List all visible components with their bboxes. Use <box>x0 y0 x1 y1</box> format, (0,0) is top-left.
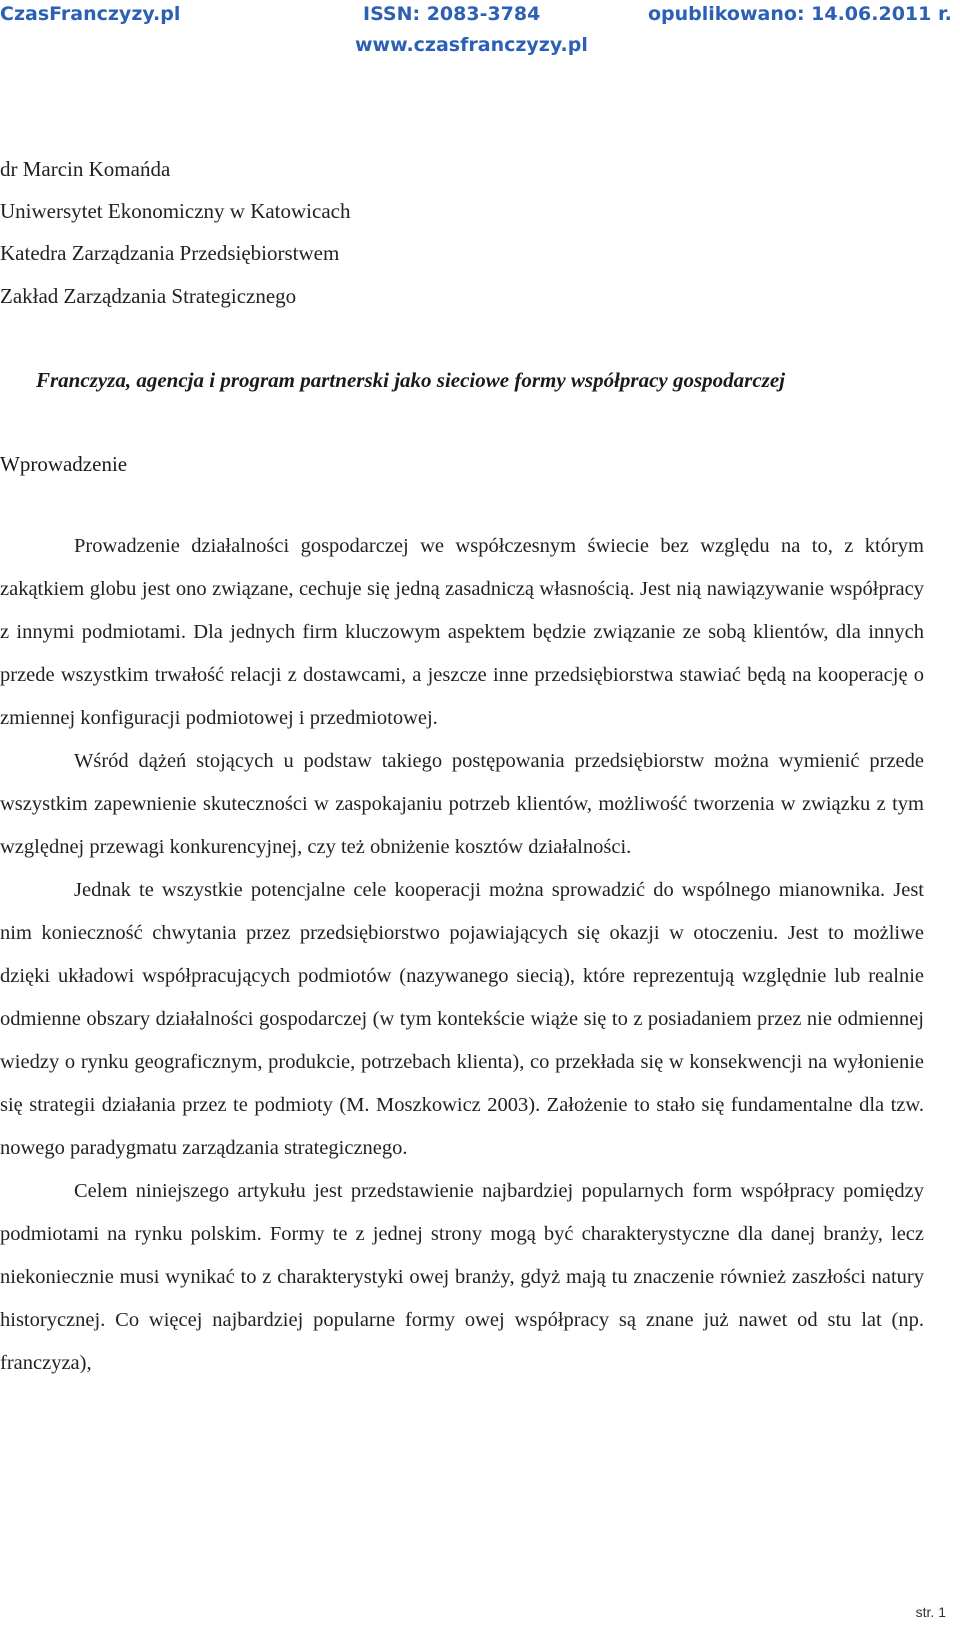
paragraph: Celem niniejszego artykułu jest przedstawienie najbardziej popularnych form współpracy pomiędzy podmiotami na rynku polskim. Formy te z jednej strony mogą być charakterystyczne dla danej branży, lecz niekoniecznie musi wynikać to z charakterystyki owej branży, gdyż mają tu znaczenie również zaszłości natury historycznej. Co więcej najbardziej popularne formy owej współpracy są znane już nawet od stu lat (np. franczyza), <box>0 1180 924 1374</box>
author-department: Katedra Zarządzania Przedsiębiorstwem <box>0 241 340 265</box>
author-name: dr Marcin Komańda <box>0 157 171 181</box>
author-unit: Zakład Zarządzania Strategicznego <box>0 284 297 308</box>
header-issn: ISSN: 2083-3784 <box>363 3 541 25</box>
page-number: str. 1 <box>915 1604 946 1620</box>
article-title: Franczyza, agencja i program partnerski jako sieciowe formy współpracy gospodarczej <box>36 368 785 392</box>
header-published-date: opublikowano: 14.06.2011 r. <box>648 3 952 25</box>
paragraph: Wśród dążeń stojących u podstaw takiego postępowania przedsiębiorstw można wymienić przede wszystkim zapewnienie skuteczności w zaspokajaniu potrzeb klientów, możliwość tworzenia w związku z tym względnej przewagi konkurencyjnej, czy też obniżenie kosztów działalności. <box>0 750 924 858</box>
author-university: Uniwersytet Ekonomiczny w Katowicach <box>0 199 351 223</box>
section-heading: Wprowadzenie <box>0 452 128 476</box>
paragraph: Prowadzenie działalności gospodarczej we współczesnym świecie bez względu na to, z którym zakątkiem globu jest ono związane, cechuje się jedną zasadniczą własnością. Jest nią nawiązywanie współpracy z innymi podmiotami. Dla jednych firm kluczowym aspektem będzie związanie ze sobą klientów, dla innych przede wszystkim trwałość relacji z dostawcami, a jeszcze inne przedsiębiorstwa stawiać będą na kooperację o zmiennej konfiguracji podmiotowej i przedmiotowej. <box>0 535 924 729</box>
header-site-name: CzasFranczyzy.pl <box>0 3 181 25</box>
article-body <box>0 525 924 1385</box>
paragraph: Jednak te wszystkie potencjalne cele kooperacji można sprowadzić do wspólnego mianownika. Jest nim konieczność chwytania przez przedsiębiorstwo pojawiających się okazji w otoczeniu. Jest to możliwe dzięki układowi współpracujących podmiotów (nazywanego siecią), które reprezentują względnie lub realnie odmienne obszary działalności gospodarczej (w tym kontekście wiąże się to z posiadaniem przez nie odmiennej wiedzy o rynku geograficznym, produkcie, potrzebach klienta), co przekłada się w konsekwencji na wyłonienie się strategii działania przez te podmioty (M. Moszkowicz 2003). Założenie to stało się fundamentalne dla tzw. nowego paradygmatu zarządzania strategicznego. <box>0 879 924 1159</box>
header-url[interactable]: www.czasfranczyzy.pl <box>355 34 588 56</box>
